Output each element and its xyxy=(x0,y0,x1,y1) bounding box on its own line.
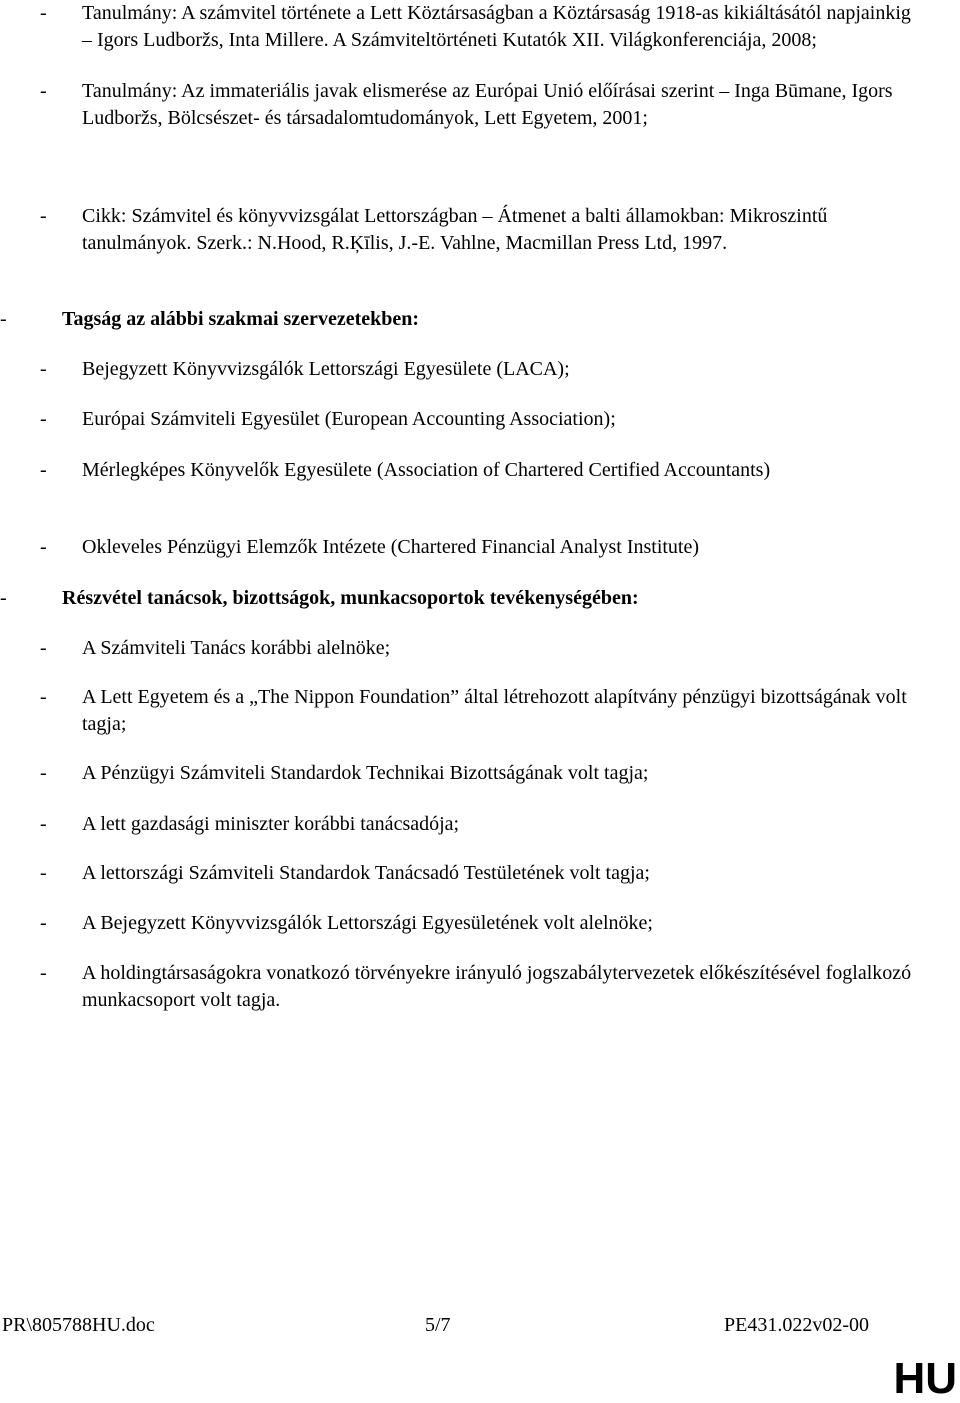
publication-text: Tanulmány: A számvitel története a Lett Köztársaságban a Köztársaság 1918-as kikiáltásától napjainkig – Igors Ludboržs, Inta Millere. A Számviteltörténeti Kutatók XII. Világkonferenciája, 2008; xyxy=(82,2,911,51)
participation-text: A holdingtársaságokra vonatkozó törvényekre irányuló jogszabálytervezetek előkészítésével foglalkozó munkacsoport volt tagja. xyxy=(82,962,912,1011)
list-dash: - xyxy=(40,205,47,227)
list-dash: - xyxy=(40,962,47,984)
list-item xyxy=(40,534,920,561)
list-item xyxy=(40,78,920,132)
list-item xyxy=(40,0,920,54)
list-item xyxy=(40,203,920,257)
participation-text: A Számviteli Tanács korábbi alelnöke; xyxy=(82,637,391,659)
list-dash: - xyxy=(40,408,47,430)
participation-text: A Bejegyzett Könyvvizsgálók Lettországi Egyesületének volt alelnöke; xyxy=(82,912,653,934)
heading-dash: - xyxy=(0,587,7,609)
participation-text: A Pénzügyi Számviteli Standardok Technikai Bizottságának volt tagja; xyxy=(82,762,649,784)
participation-text: A Lett Egyetem és a „The Nippon Foundation” által létrehozott alapítvány pénzügyi bizottságának volt tagja; xyxy=(82,686,907,735)
participation-text: A lettországi Számviteli Standardok Tanácsadó Testületének volt tagja; xyxy=(82,862,650,884)
section-heading-membership xyxy=(0,306,900,333)
list-dash: - xyxy=(40,862,47,884)
list-item xyxy=(40,960,920,1014)
membership-text: Bejegyzett Könyvvizsgálók Lettországi Egyesülete (LACA); xyxy=(82,358,570,380)
list-item xyxy=(40,406,920,433)
membership-text: Okleveles Pénzügyi Elemzők Intézete (Chartered Financial Analyst Institute) xyxy=(82,536,700,558)
heading-dash: - xyxy=(0,308,7,330)
language-badge: HU xyxy=(893,1354,957,1403)
page-footer xyxy=(0,1312,960,1339)
list-item xyxy=(40,684,920,738)
list-dash: - xyxy=(40,2,47,24)
publication-text: Cikk: Számvitel és könyvvizsgálat Lettországban – Átmenet a balti államokban: Mikroszintű tanulmányok. Szerk.: N.Hood, R.Ķīlis, J.-E. Vahlne, Macmillan Press Ltd, 1997. xyxy=(82,205,828,254)
list-item xyxy=(40,457,920,484)
list-dash: - xyxy=(40,637,47,659)
membership-text: Európai Számviteli Egyesület (European Accounting Association); xyxy=(82,408,616,430)
heading-text: Részvétel tanácsok, bizottságok, munkacsoportok tevékenységében: xyxy=(62,587,639,609)
list-dash: - xyxy=(40,686,47,708)
list-item xyxy=(40,910,920,937)
list-item xyxy=(40,811,920,838)
list-item xyxy=(40,760,920,787)
list-dash: - xyxy=(40,358,47,380)
list-item xyxy=(40,356,920,383)
list-dash: - xyxy=(40,912,47,934)
footer-doc-ref: PR\805788HU.doc xyxy=(2,1314,155,1336)
list-item xyxy=(40,860,920,887)
membership-text: Mérlegképes Könyvelők Egyesülete (Association of Chartered Certified Accountants) xyxy=(82,459,771,481)
list-dash: - xyxy=(40,80,47,102)
list-dash: - xyxy=(40,813,47,835)
list-item xyxy=(40,635,920,662)
section-heading-participation xyxy=(0,585,900,612)
list-dash: - xyxy=(40,762,47,784)
footer-doc-code: PE431.022v02-00 xyxy=(724,1314,869,1336)
publication-text: Tanulmány: Az immateriális javak elismerése az Európai Unió előírásai szerint – Inga Būmane, Igors Ludboržs, Bölcsészet- és társadalomtudományok, Lett Egyetem, 2001; xyxy=(82,80,893,129)
list-dash: - xyxy=(40,536,47,558)
list-dash: - xyxy=(40,459,47,481)
footer-page-number: 5/7 xyxy=(425,1314,451,1336)
heading-text: Tagság az alábbi szakmai szervezetekben: xyxy=(62,308,420,330)
participation-text: A lett gazdasági miniszter korábbi tanácsadója; xyxy=(82,813,460,835)
